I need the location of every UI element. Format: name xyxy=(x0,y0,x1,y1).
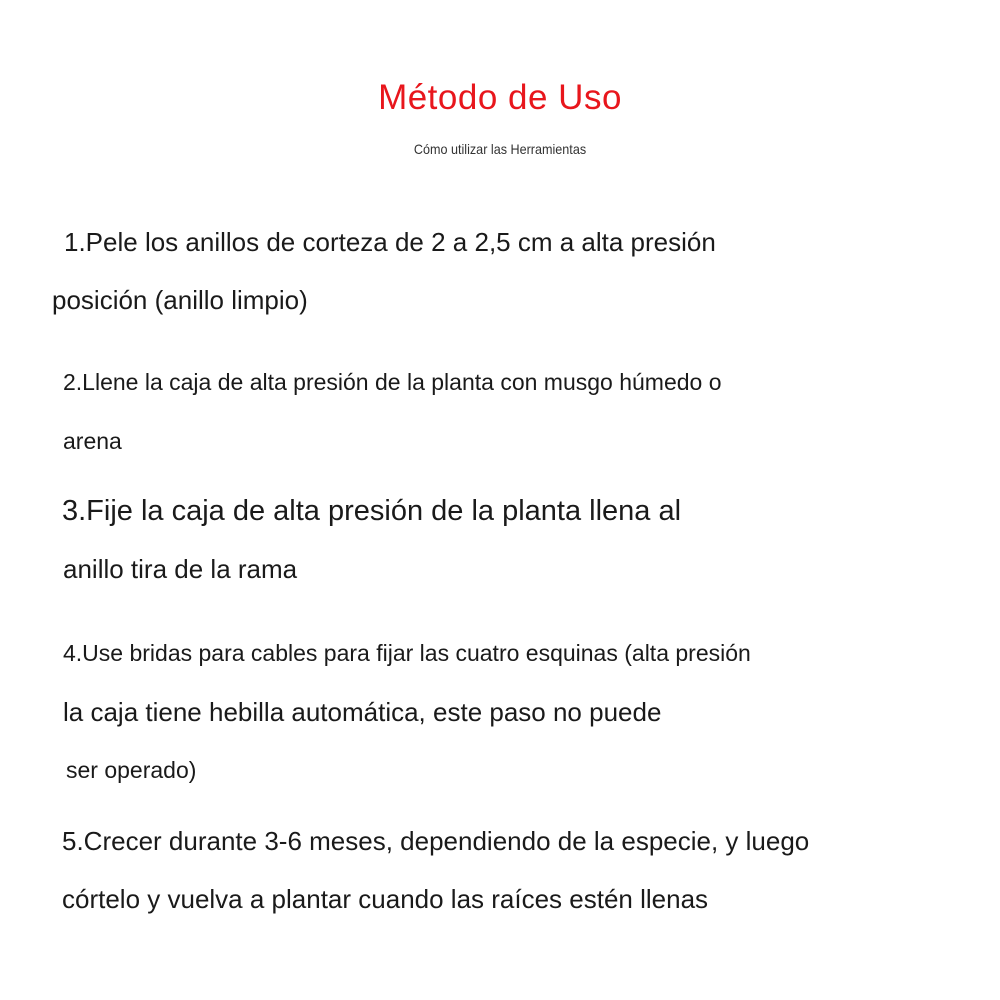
step-line: anillo tira de la rama xyxy=(63,554,298,584)
page-title: Método de Uso xyxy=(378,78,622,117)
step-line: 2.Llene la caja de alta presión de la planta con musgo húmedo o xyxy=(63,369,722,395)
step-line: ser operado) xyxy=(66,757,197,783)
step-line: arena xyxy=(63,428,122,454)
step-line: la caja tiene hebilla automática, este paso no puede xyxy=(63,697,662,727)
step-line: 4.Use bridas para cables para fijar las cuatro esquinas (alta presión xyxy=(63,640,751,666)
step-line: posición (anillo limpio) xyxy=(52,285,308,315)
step-line: 1.Pele los anillos de corteza de 2 a 2,5 cm a alta presión xyxy=(64,227,716,257)
step-line: 3.Fije la caja de alta presión de la planta llena al xyxy=(62,495,682,527)
step-line: 5.Crecer durante 3-6 meses, dependiendo de la especie, y luego xyxy=(62,826,810,856)
page-subtitle: Cómo utilizar las Herramientas xyxy=(413,141,587,157)
step-line: córtelo y vuelva a plantar cuando las raíces estén llenas xyxy=(62,884,709,914)
